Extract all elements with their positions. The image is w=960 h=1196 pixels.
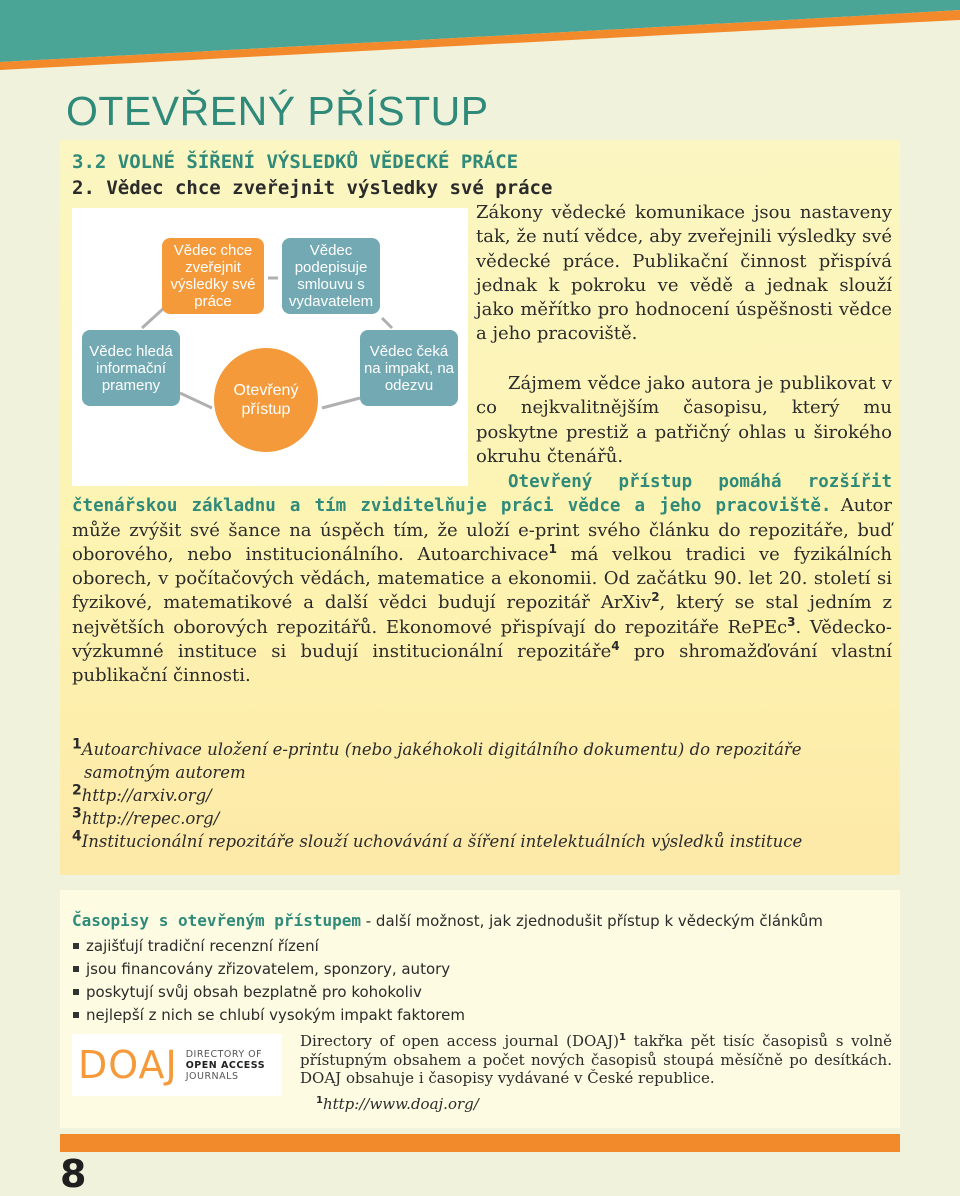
doaj-description [300, 1032, 892, 1088]
diagram-node-search: Vědec hledá informační prameny [82, 330, 180, 406]
open-access-intro [72, 911, 823, 930]
footnote-4 [72, 830, 892, 853]
footnote-link[interactable]: http://repec.org/ [81, 809, 220, 828]
doaj-text: Directory of open access journal (DOAJ) [300, 1032, 620, 1050]
footer-bar [60, 1134, 900, 1152]
body-text: má velkou tradici ve fyzikálních oborech, v počítačových vědách, matematice a ekonomii. Od začátku 90. let 20. století si fyzikové, matematikové a další vědci budují repozitář ArXiv [72, 543, 892, 614]
list-item: jsou financovány zřizovatelem, sponzory, autory [72, 958, 465, 981]
page-title: OTEVŘENÝ PŘÍSTUP [66, 88, 489, 134]
doaj-text: takřka pět tisíc časopisů s volně přístupným obsahem a počet nových časopisů stoupá měsíčně po desítkách. DOAJ obsahuje i časopisy vydávané v České republice. [300, 1032, 893, 1087]
page-number: 8 [60, 1152, 87, 1196]
footnote-text: Institucionální repozitáře slouží uchovávání a šíření intelektuálních výsledků instituce [81, 832, 803, 851]
open-access-intro-text: - další možnost, jak zjednodušit přístup k vědeckým článkům [360, 912, 823, 930]
footnote-number: 1 [316, 1095, 323, 1106]
diagram-node-impact: Vědec čeká na impakt, na odezvu [360, 330, 458, 406]
doaj-link[interactable]: http://www.doaj.org/ [322, 1095, 479, 1113]
doaj-logo-text [186, 1049, 265, 1082]
footnote-ref: 2 [651, 590, 660, 605]
paragraph-author-interest: Zájmem vědce jako autora je publikovat v co nejkvalitnějším časopisu, který mu poskytne prestiž a patřičný ohlas u širokého okruhu čtenářů. [476, 373, 892, 467]
doaj-logo-line: JOURNALS [185, 1070, 239, 1082]
diagram-node-publish: Vědec chce zveřejnit výsledky své práce [162, 238, 264, 314]
paragraph-communication-laws: Zákony vědecké komunikace jsou nastaveny tak, že nutí vědce, aby zveřejnili výsledky své vědecké práce. Publikační činnost přispívá jednak k pokroku ve vědě a jednak slouží jako měřítko pro hodnocení úspěšnosti vědce a jeho pracoviště. [476, 202, 892, 345]
list-item: poskytují svůj obsah bezplatně pro kohokoliv [72, 981, 465, 1004]
footnote-ref: 4 [611, 639, 620, 654]
footnote-ref: 3 [787, 614, 796, 629]
footnotes [72, 738, 892, 853]
body-text: pro shromažďování vlastní publikační činnosti. [72, 641, 892, 687]
list-item: nejlepší z nich se chlubí vysokým impakt faktorem [72, 1004, 465, 1027]
list-item: zajišťují tradiční recenzní řízení [72, 935, 465, 958]
body-text: . Vědecko-výzkumné instituce si budují institucionální repozitáře [72, 616, 892, 663]
section-heading: 3.2 VOLNÉ ŠÍŘENÍ VÝSLEDKŮ VĚDECKÉ PRÁCE [72, 151, 519, 173]
body-text: Autor může zvýšit své šance na úspěch tím, že uloží e-print svého článku do repozitáře, buď oborového, nebo institucionálního. Autoarchivace [72, 495, 892, 565]
footnote-1 [72, 738, 892, 784]
footnote-number: 3 [72, 805, 82, 822]
footnote-number: 4 [72, 828, 82, 845]
footnote-3 [72, 807, 892, 830]
diagram-node-contract: Vědec podepisuje smlouvu s vydavatelem [282, 238, 380, 314]
footnote-text: Autoarchivace uložení e-printu (nebo jakéhokoli digitálního dokumentu) do repozitáře [81, 740, 802, 759]
open-access-cycle-diagram [72, 208, 468, 486]
footnote-text: samotným autorem [84, 763, 246, 782]
doaj-logo-line: DIRECTORY OF [185, 1048, 263, 1060]
paragraph-open-access-benefits [72, 470, 892, 689]
footnote-ref: 1 [548, 541, 557, 556]
diagram-node-open-access: Otevřený přístup [214, 348, 318, 452]
doaj-url-footnote [316, 1095, 479, 1113]
open-access-bullets [72, 935, 465, 1027]
doaj-logo-line: OPEN ACCESS [185, 1059, 266, 1071]
subsection-heading: 2. Vědec chce zveřejnit výsledky své práce [72, 177, 553, 199]
footnote-number: 1 [72, 736, 82, 753]
highlighted-statement: Otevřený přístup pomáhá rozšířit čtenářskou základnu a tím zviditelňuje práci vědce a jeho pracoviště. [72, 472, 892, 517]
footnote-ref: 1 [619, 1032, 626, 1043]
footnote-2 [72, 784, 892, 807]
header-band [0, 0, 960, 75]
open-access-heading: Časopisy s otevřeným přístupem [72, 911, 361, 930]
footnote-link[interactable]: http://arxiv.org/ [81, 786, 212, 805]
doaj-logo [72, 1034, 282, 1096]
footnote-number: 2 [72, 782, 82, 799]
doaj-logo-mark: DOAJ [78, 1043, 178, 1087]
body-text: , který se stal jedním z největších oborových repozitářů. Ekonomové přispívají do repozitáře RePEc [72, 592, 892, 638]
